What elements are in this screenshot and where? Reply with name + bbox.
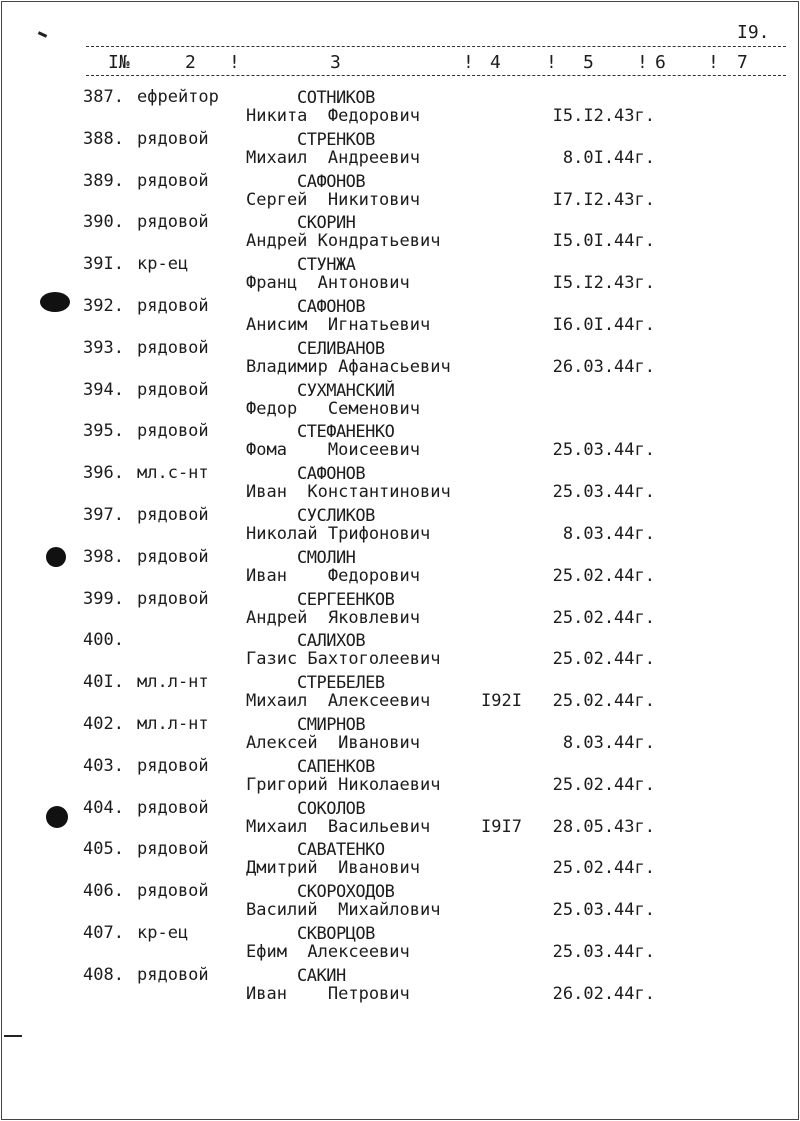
entry-date: 25.03.44г. [552,942,655,962]
page-number: I9. [737,22,770,43]
entry-rank: мл.л-нт [137,672,209,693]
entry-rank: кр-ец [137,923,189,943]
entry-date: 25.02.44г. [552,774,655,795]
entry-surname: СКОРИН [297,213,356,234]
entry-rank: рядовой [137,337,209,358]
header-top-rule [86,46,786,47]
entry-rank: рядовой [137,881,209,902]
entry-surname: СЕРГЕЕНКОВ [297,589,395,610]
entry-date: 25.03.44г. [552,440,655,461]
entry-given-name: Ефим Алексеевич [246,942,410,962]
table-row [0,129,800,171]
entry-surname: САФОНОВ [297,171,366,192]
entry-given-name: Андрей Кондратьевич [246,231,441,252]
entry-surname: СУСЛИКОВ [297,506,375,526]
table-row [0,254,800,296]
entry-date: 8.03.44г. [562,733,655,753]
entry-rank: мл.с-нт [137,463,209,484]
entry-number: 396. [83,463,124,484]
entry-surname: СЕЛИВАНОВ [297,338,385,359]
entry-rank: мл.л-нт [137,714,209,734]
entry-surname: СКВОРЦОВ [297,924,375,944]
table-row [0,923,800,965]
entry-rank: рядовой [137,379,209,400]
entry-date: I5.0I.44г. [552,231,655,252]
table-row [0,87,800,129]
entry-surname: СМИРНОВ [297,715,366,735]
entry-number: 39I. [83,254,124,275]
entry-birth-year: I92I [481,691,522,712]
entry-number: 404. [83,797,124,818]
entry-number: 392. [83,296,124,316]
entry-birth-year: I9I7 [481,816,522,837]
table-row [0,212,800,254]
entry-date: I7.I2.43г. [552,189,655,210]
header-bottom-rule [86,75,786,76]
entry-date: 25.02.44г. [552,565,655,586]
table-row [0,965,800,1007]
column-separator: ! [229,52,240,73]
table-row [0,839,800,881]
column-separator: ! [708,52,719,73]
entry-given-name: Франц Антонович [246,273,410,294]
entry-rank: рядовой [137,839,209,860]
entry-surname: САПЕНКОВ [297,756,375,777]
table-row [0,463,800,505]
header-col-7: 7 [737,52,748,73]
entry-date: 25.03.44г. [552,900,655,921]
entry-number: 387. [83,87,124,107]
entry-date: I6.0I.44г. [552,315,655,335]
table-row [0,296,800,338]
entry-given-name: Фома Моисеевич [246,440,420,461]
entry-given-name: Михаил Андреевич [246,147,420,168]
entry-given-name: Андрей Яковлевич [246,607,420,628]
table-row [0,171,800,213]
entry-given-name: Никита Федорович [246,106,420,126]
entry-given-name: Николай Трифонович [246,524,431,544]
entry-number: 403. [83,755,124,776]
table-row [0,672,800,714]
column-separator: ! [546,52,557,73]
entry-date: I5.I2.43г. [552,106,655,126]
entry-number: 400. [83,630,124,651]
entry-surname: СТРЕНКОВ [297,129,375,150]
entry-number: 389. [83,170,124,191]
entry-given-name: Михаил Алексеевич [246,691,431,712]
entry-given-name: Иван Федорович [246,565,420,586]
scan-mark-bottom [4,1035,22,1037]
entry-date: 25.02.44г. [552,858,655,879]
entry-date: 8.0I.44г. [562,147,655,168]
entry-number: 402. [83,714,124,734]
entry-number: 390. [83,212,124,233]
entry-rank: рядовой [137,797,209,818]
entry-surname: СТУНЖА [297,255,356,276]
table-row [0,756,800,798]
entry-given-name: Сергей Никитович [246,189,420,210]
entry-rank: рядовой [137,755,209,776]
entry-number: 40I. [83,672,124,693]
entry-number: 394. [83,379,124,400]
entry-date: 25.02.44г. [552,649,655,670]
entry-rank: рядовой [137,128,209,149]
entry-surname: САФОНОВ [297,297,366,317]
entry-rank: рядовой [137,296,209,316]
entry-surname: СОТНИКОВ [297,88,375,108]
entry-surname: СКОРОХОДОВ [297,882,395,903]
entry-date: 25.03.44г. [552,482,655,503]
table-row [0,589,800,631]
entry-given-name: Анисим Игнатьевич [246,315,431,335]
entry-rank: рядовой [137,212,209,233]
header-col-3: 3 [330,52,341,73]
table-row [0,881,800,923]
entry-rank: рядовой [137,588,209,609]
entry-number: 408. [83,964,124,985]
entry-number: 388. [83,128,124,149]
entry-date: 25.02.44г. [552,607,655,628]
entry-rank: кр-ец [137,254,189,275]
entry-number: 397. [83,505,124,525]
entry-number: 405. [83,839,124,860]
entry-surname: СОКОЛОВ [297,798,366,819]
table-row [0,380,800,422]
entry-rank: рядовой [137,505,209,525]
table-row [0,505,800,547]
entry-given-name: Иван Константинович [246,482,451,503]
entry-date: 28.05.43г. [552,816,655,837]
entry-given-name: Газис Бахтоголеевич [246,649,441,670]
header-col-2: 2 [185,52,196,73]
entry-date: 25.02.44г. [552,691,655,712]
entry-given-name: Михаил Васильевич [246,816,431,837]
entry-date: 26.03.44г. [552,356,655,377]
entry-number: 406. [83,881,124,902]
table-row [0,547,800,589]
entry-surname: САФОНОВ [297,464,366,485]
entry-surname: СТРЕБЕЛЕВ [297,673,385,694]
entry-given-name: Федор Семенович [246,398,420,419]
table-row [0,630,800,672]
entry-surname: САЛИХОВ [297,631,366,652]
entry-date: I5.I2.43г. [552,273,655,294]
entry-date: 8.03.44г. [562,524,655,544]
table-row [0,714,800,756]
entry-rank: рядовой [137,964,209,985]
entry-surname: САКИН [297,965,346,986]
entry-given-name: Василий Михайлович [246,900,441,921]
entry-given-name: Григорий Николаевич [246,774,441,795]
entry-number: 399. [83,588,124,609]
table-row [0,421,800,463]
entry-number: 395. [83,421,124,442]
header-col-6: 6 [655,52,666,73]
entry-surname: СУХМАНСКИЙ [297,380,395,401]
entry-given-name: Иван Петрович [246,983,410,1004]
entry-date: 26.02.44г. [552,983,655,1004]
entry-given-name: Дмитрий Иванович [246,858,420,879]
entry-surname: САВАТЕНКО [297,840,385,861]
entry-surname: СТЕФАНЕНКО [297,422,395,443]
entry-surname: СМОЛИН [297,547,356,568]
table-row [0,338,800,380]
table-row [0,798,800,840]
entry-rank: рядовой [137,546,209,567]
header-col-4: 4 [490,52,501,73]
entry-number: 398. [83,546,124,567]
header-col-1: I№ [108,52,130,73]
column-separator: ! [637,52,648,73]
entry-given-name: Владимир Афанасьевич [246,356,451,377]
column-separator: ! [463,52,474,73]
entry-number: 393. [83,337,124,358]
entry-rank: рядовой [137,421,209,442]
entry-rank: рядовой [137,170,209,191]
entry-given-name: Алексей Иванович [246,733,420,753]
entry-number: 407. [83,923,124,943]
entry-rank: ефрейтор [137,87,219,107]
header-col-5: 5 [583,52,594,73]
